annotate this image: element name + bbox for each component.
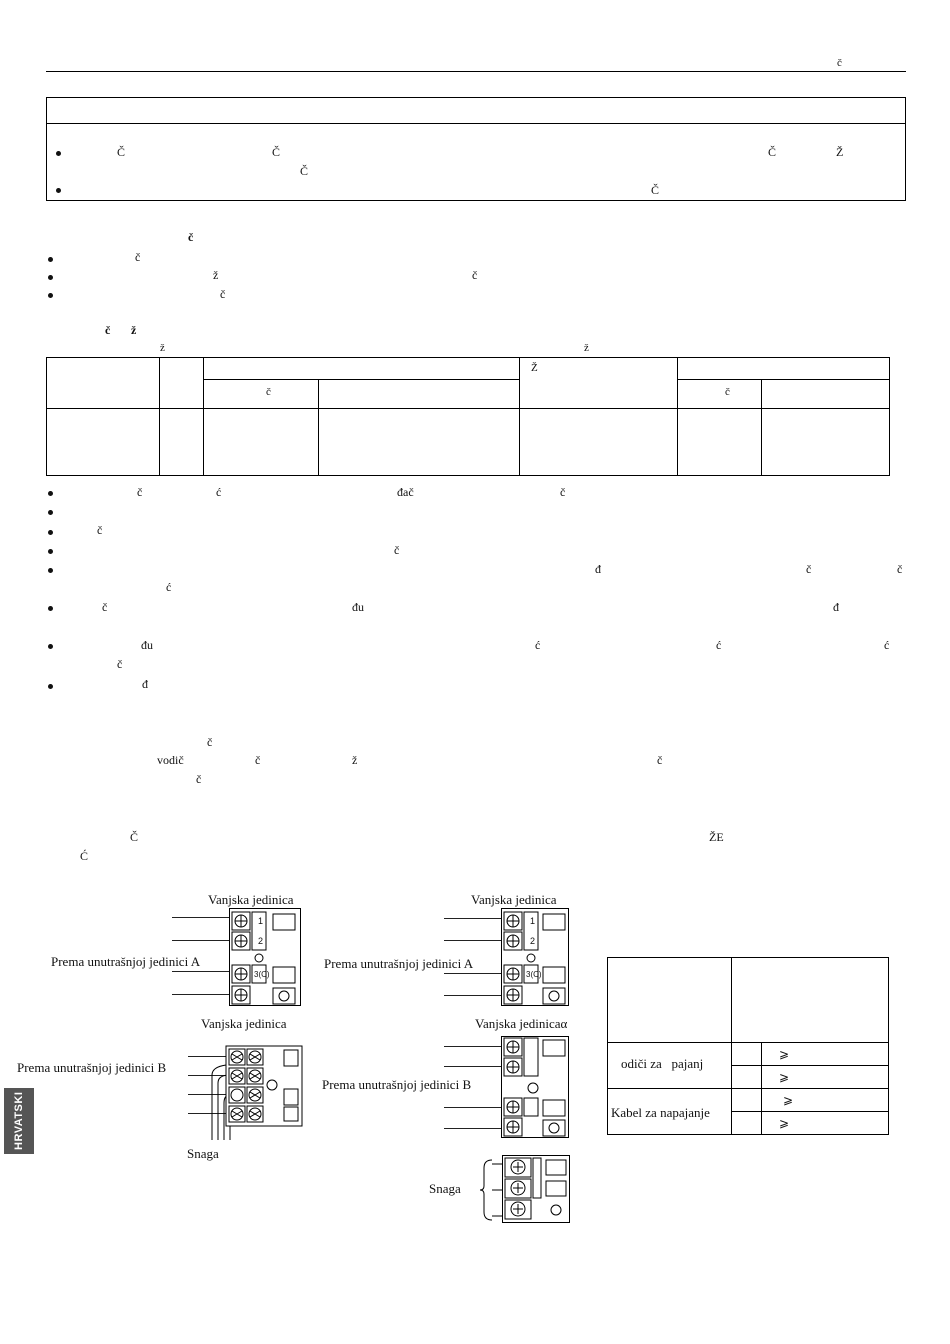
- right-wire: [444, 1128, 502, 1129]
- notes-bullet: [48, 491, 53, 496]
- cable-table-ge: ⩾: [783, 1093, 794, 1107]
- notes-char: ć: [884, 638, 890, 652]
- cable-table-rule: [731, 957, 732, 1135]
- section3-char: vodič: [157, 753, 184, 767]
- section1-bullet: [48, 275, 53, 280]
- notes-char: đu: [352, 600, 364, 614]
- spec-table-rule: [761, 379, 762, 476]
- section4-char: Ć: [80, 849, 89, 863]
- notice-box-divider: [46, 123, 906, 124]
- section1-char: č: [472, 268, 478, 282]
- cable-table-rule: [731, 1111, 889, 1112]
- right-wire: [444, 918, 502, 919]
- left-terminal-2-label: 2: [258, 936, 264, 946]
- left-to-indoor-a-label: Prema unutrašnjoj jedinici A: [51, 954, 201, 969]
- left-outdoor-unit-label-2: Vanjska jedinica: [201, 1016, 287, 1031]
- section1-heading-char: č: [188, 230, 194, 244]
- left-wire: [172, 917, 230, 918]
- section4-char: Č: [130, 830, 139, 844]
- notes-char: đ: [142, 677, 148, 691]
- right-outdoor-unit-label: Vanjska jedinica: [471, 892, 557, 907]
- right-wire: [444, 1046, 502, 1047]
- left-wire: [172, 971, 230, 972]
- spec-table-cell: č: [725, 386, 730, 398]
- right-to-indoor-b-label: Prema unutrašnjoj jedinici B: [322, 1077, 472, 1092]
- left-power-label: Snaga: [187, 1146, 219, 1161]
- notes-bullet: [48, 510, 53, 515]
- section2-sub-char: ž: [584, 342, 589, 354]
- notes-char: č: [560, 485, 566, 499]
- notes-char: č: [806, 562, 812, 576]
- notes-char: đač: [397, 485, 414, 499]
- notes-char: č: [394, 543, 400, 557]
- cable-table-ge: ⩾: [779, 1116, 790, 1130]
- spec-table: [46, 357, 890, 476]
- notes-char: đ: [595, 562, 601, 576]
- section3-char: č: [196, 772, 202, 786]
- notes-bullet: [48, 549, 53, 554]
- notice-char: Č: [768, 145, 777, 159]
- section1-char: č: [220, 287, 226, 301]
- language-side-tab: [4, 1088, 34, 1154]
- section3-char: č: [207, 735, 213, 749]
- notes-char: ć: [166, 580, 172, 594]
- cable-table-ge: ⩾: [779, 1070, 790, 1084]
- left-to-indoor-b-label: Prema unutrašnjoj jedinici B: [17, 1060, 167, 1075]
- header-corner-char: č: [837, 57, 842, 69]
- spec-table-rule: [519, 357, 520, 476]
- notice-char: Ž: [836, 145, 844, 159]
- power-brace: [478, 1158, 504, 1222]
- notes-char: č: [102, 600, 108, 614]
- left-terminal-block-b: [196, 1045, 306, 1145]
- notice-char: Č: [272, 145, 281, 159]
- notice-char: Č: [651, 183, 660, 197]
- cable-table-rule: [607, 1042, 889, 1043]
- left-terminal-block-a: [229, 908, 301, 1006]
- cable-table-row1-label: odiči za pajanj: [621, 1056, 704, 1071]
- section1-char: č: [135, 250, 141, 264]
- notes-bullet: [48, 684, 53, 689]
- notes-char: ć: [716, 638, 722, 652]
- spec-table-rule: [203, 379, 519, 380]
- left-terminal-1-label: 1: [258, 916, 264, 926]
- notice-char: Č: [117, 145, 126, 159]
- spec-table-cell: Ž: [531, 362, 538, 374]
- notice-char: Č: [300, 164, 309, 178]
- spec-table-rule: [46, 408, 890, 409]
- section3-char: ž: [352, 753, 358, 767]
- section2-sub-char: ž: [160, 342, 165, 354]
- right-wire: [444, 973, 502, 974]
- power-terminal-block: [502, 1155, 570, 1223]
- notice-box: [46, 97, 906, 201]
- section2-heading-char: č: [105, 323, 111, 337]
- spec-table-rule: [677, 379, 890, 380]
- section1-char: ž: [213, 268, 219, 282]
- right-to-indoor-a-label: Prema unutrašnjoj jedinici A: [324, 956, 474, 971]
- notes-char: č: [97, 523, 103, 537]
- notice-bullet: [56, 151, 61, 156]
- section1-bullet: [48, 257, 53, 262]
- header-rule: [46, 71, 906, 72]
- section4-char: ŽE: [709, 830, 724, 844]
- left-wire: [172, 994, 230, 995]
- notes-char: č: [117, 657, 123, 671]
- spec-table-rule: [203, 357, 204, 476]
- notes-char: č: [897, 562, 903, 576]
- right-terminal-1-label: 1: [530, 916, 536, 926]
- left-terminal-3-label: 3(C): [254, 970, 270, 979]
- right-terminal-block-b: [501, 1036, 569, 1138]
- cable-table-rule: [761, 1042, 762, 1135]
- notes-char: ć: [535, 638, 541, 652]
- notes-char: đu: [141, 638, 153, 652]
- right-terminal-3-label: 3(C): [526, 970, 542, 979]
- left-outdoor-unit-label: Vanjska jedinica: [208, 892, 294, 907]
- notes-char: č: [137, 485, 143, 499]
- left-wire: [172, 940, 230, 941]
- right-outdoor-unit-label-2: Vanjska jedinicaα: [475, 1016, 568, 1031]
- notice-bullet: [56, 188, 61, 193]
- notes-bullet: [48, 568, 53, 573]
- section3-char: č: [255, 753, 261, 767]
- section2-heading-char: ž: [131, 323, 137, 337]
- language-side-tab-label: HRVATSKI: [13, 1091, 25, 1151]
- spec-table-rule: [318, 379, 319, 476]
- right-wire: [444, 940, 502, 941]
- cable-table-rule: [731, 1065, 889, 1066]
- notes-char: đ: [833, 600, 839, 614]
- notes-bullet: [48, 606, 53, 611]
- notes-bullet: [48, 530, 53, 535]
- spec-table-rule: [159, 357, 160, 476]
- right-terminal-2-label: 2: [530, 936, 536, 946]
- right-wire: [444, 1107, 502, 1108]
- right-wire: [444, 1066, 502, 1067]
- spec-table-cell: č: [266, 386, 271, 398]
- section1-bullet: [48, 293, 53, 298]
- right-wire: [444, 995, 502, 996]
- spec-table-rule: [677, 357, 678, 476]
- section3-char: č: [657, 753, 663, 767]
- notes-char: ć: [216, 485, 222, 499]
- cable-table-row2-label: Kabel za napajanje: [611, 1105, 710, 1120]
- right-power-label: Snaga: [429, 1181, 461, 1196]
- cable-table-rule: [607, 1088, 889, 1089]
- notes-bullet: [48, 644, 53, 649]
- cable-table-ge: ⩾: [779, 1047, 790, 1061]
